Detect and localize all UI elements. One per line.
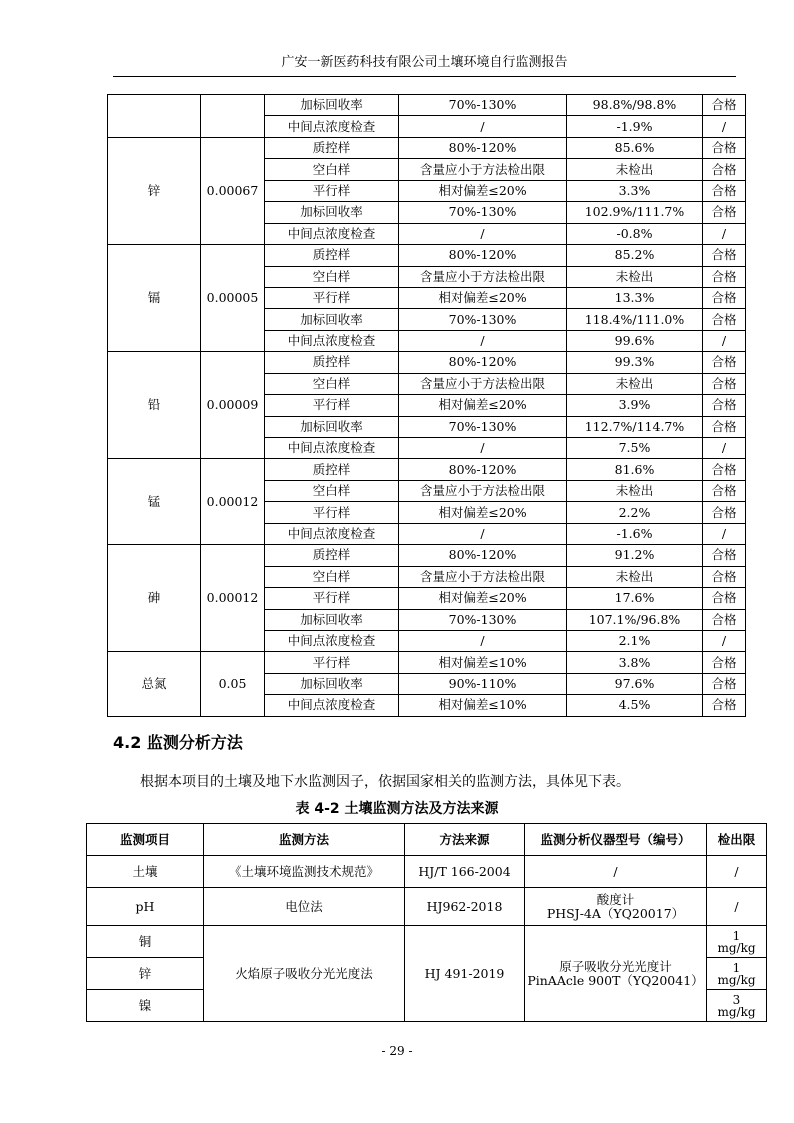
qc-criterion: 70%-130%	[399, 202, 567, 223]
qc-result: 112.7%/114.7%	[567, 416, 703, 437]
qc-type: 加标回收率	[265, 202, 399, 223]
qc-result: 7.5%	[567, 438, 703, 459]
qc-type: 质控样	[265, 137, 399, 158]
qc-verdict: 合格	[703, 266, 746, 287]
table-row	[108, 245, 746, 266]
qc-criterion: 含量应小于方法检出限	[399, 566, 567, 587]
qc-type: 平行样	[265, 287, 399, 308]
qc-result: 未检出	[567, 266, 703, 287]
qc-verdict: 合格	[703, 352, 746, 373]
qc-verdict: 合格	[703, 588, 746, 609]
metals-method: 火焰原子吸收分光光度法	[204, 926, 405, 1022]
ph-item: pH	[87, 888, 204, 926]
qc-verdict: 合格	[703, 652, 746, 673]
qc-type: 质控样	[265, 352, 399, 373]
soil-instrument: /	[525, 856, 707, 888]
qc-type: 中间点浓度检查	[265, 523, 399, 544]
qc-criterion: 相对偏差≤20%	[399, 287, 567, 308]
qc-criterion: 80%-120%	[399, 245, 567, 266]
qc-criterion: 80%-120%	[399, 137, 567, 158]
ph-instrument-model: PHSJ-4A（YQ20017）	[546, 905, 685, 921]
header-limit: 检出限	[707, 824, 767, 856]
qc-verdict: 合格	[703, 416, 746, 437]
qc-verdict: 合格	[703, 609, 746, 630]
ph-source: HJ962-2018	[405, 888, 525, 926]
limit-cell: 0.00005	[201, 245, 265, 352]
qc-type: 中间点浓度检查	[265, 438, 399, 459]
element-cell: 锌	[108, 137, 201, 244]
metals-instrument	[525, 926, 707, 1022]
qc-verdict: 合格	[703, 137, 746, 158]
element-cell: 总氮	[108, 652, 201, 716]
qc-type: 中间点浓度检查	[265, 330, 399, 351]
qc-type: 平行样	[265, 502, 399, 523]
qc-criterion: /	[399, 223, 567, 244]
qc-criterion: 90%-110%	[399, 673, 567, 694]
metals-source: HJ 491-2019	[405, 926, 525, 1022]
qc-criterion: /	[399, 438, 567, 459]
qc-result: 85.6%	[567, 137, 703, 158]
qc-result: 未检出	[567, 566, 703, 587]
qc-criterion: 70%-130%	[399, 609, 567, 630]
qc-criterion: 含量应小于方法检出限	[399, 159, 567, 180]
qc-criterion: /	[399, 330, 567, 351]
table-row	[108, 137, 746, 158]
limit-cell: 0.00012	[201, 545, 265, 652]
copper-limit-value: 1	[732, 928, 741, 943]
zinc-limit-value: 1	[732, 960, 741, 975]
qc-type: 平行样	[265, 588, 399, 609]
nickel-limit	[707, 990, 767, 1022]
qc-criterion: 相对偏差≤10%	[399, 652, 567, 673]
soil-method: 《土壤环境监测技术规范》	[204, 856, 405, 888]
qc-type: 平行样	[265, 652, 399, 673]
qc-verdict: 合格	[703, 373, 746, 394]
quality-control-table	[107, 94, 746, 717]
metals-instrument-model: PinAAcle 900T（YQ20041）	[527, 972, 704, 988]
element-cell: 镉	[108, 245, 201, 352]
element-cell: 砷	[108, 545, 201, 652]
qc-result: 13.3%	[567, 287, 703, 308]
header-method: 监测方法	[204, 824, 405, 856]
qc-result: 2.1%	[567, 630, 703, 651]
table-row	[108, 95, 746, 116]
metals-instrument-name: 原子吸收分光光度计	[559, 958, 672, 974]
qc-result: 102.9%/111.7%	[567, 202, 703, 223]
qc-result: 3.8%	[567, 652, 703, 673]
qc-verdict: /	[703, 438, 746, 459]
qc-criterion: /	[399, 523, 567, 544]
qc-criterion: 含量应小于方法检出限	[399, 373, 567, 394]
element-cell-continued	[108, 95, 201, 138]
ph-instrument-name: 酸度计	[596, 891, 635, 907]
qc-verdict: /	[703, 330, 746, 351]
copper-limit-unit: mg/kg	[717, 940, 756, 955]
qc-result: 81.6%	[567, 459, 703, 480]
qc-verdict: /	[703, 116, 746, 137]
soil-limit: /	[707, 856, 767, 888]
qc-criterion: 相对偏差≤20%	[399, 180, 567, 201]
element-cell: 铅	[108, 352, 201, 459]
qc-criterion: 80%-120%	[399, 459, 567, 480]
qc-verdict: 合格	[703, 245, 746, 266]
qc-type: 中间点浓度检查	[265, 630, 399, 651]
qc-verdict: 合格	[703, 480, 746, 501]
qc-type: 加标回收率	[265, 95, 399, 116]
qc-result: 107.1%/96.8%	[567, 609, 703, 630]
qc-type: 质控样	[265, 459, 399, 480]
qc-verdict: 合格	[703, 309, 746, 330]
qc-verdict: 合格	[703, 566, 746, 587]
qc-verdict: 合格	[703, 545, 746, 566]
qc-criterion: 相对偏差≤20%	[399, 588, 567, 609]
qc-result: 17.6%	[567, 588, 703, 609]
header-source: 方法来源	[405, 824, 525, 856]
qc-result: 99.3%	[567, 352, 703, 373]
qc-verdict: 合格	[703, 180, 746, 201]
element-cell: 锰	[108, 459, 201, 545]
qc-result: 118.4%/111.0%	[567, 309, 703, 330]
qc-criterion: 含量应小于方法检出限	[399, 266, 567, 287]
page-header: 广安一新医药科技有限公司土壤环境自行监测报告	[113, 52, 736, 77]
copper-item: 铜	[87, 926, 204, 958]
qc-result: 99.6%	[567, 330, 703, 351]
qc-type: 空白样	[265, 373, 399, 394]
qc-verdict: /	[703, 223, 746, 244]
nickel-limit-value: 3	[732, 992, 741, 1007]
table-row	[108, 352, 746, 373]
qc-verdict: 合格	[703, 95, 746, 116]
nickel-limit-unit: mg/kg	[717, 1004, 756, 1019]
qc-result: -1.6%	[567, 523, 703, 544]
zinc-item: 锌	[87, 958, 204, 990]
qc-type: 空白样	[265, 480, 399, 501]
qc-type: 质控样	[265, 245, 399, 266]
qc-criterion: 70%-130%	[399, 309, 567, 330]
ph-method: 电位法	[204, 888, 405, 926]
qc-result: 3.9%	[567, 395, 703, 416]
qc-type: 中间点浓度检查	[265, 116, 399, 137]
qc-result: 未检出	[567, 159, 703, 180]
qc-criterion: /	[399, 116, 567, 137]
qc-result: 未检出	[567, 373, 703, 394]
ph-instrument	[525, 888, 707, 926]
qc-verdict: 合格	[703, 673, 746, 694]
qc-criterion: 80%-120%	[399, 352, 567, 373]
soil-source: HJ/T 166-2004	[405, 856, 525, 888]
table-row	[108, 459, 746, 480]
qc-type: 中间点浓度检查	[265, 695, 399, 716]
qc-type: 加标回收率	[265, 416, 399, 437]
table-row	[108, 545, 746, 566]
section-heading: 4.2 监测分析方法	[113, 733, 243, 752]
qc-result: 3.3%	[567, 180, 703, 201]
monitoring-method-table	[86, 823, 767, 1022]
qc-result: -1.9%	[567, 116, 703, 137]
qc-type: 中间点浓度检查	[265, 223, 399, 244]
qc-verdict: 合格	[703, 287, 746, 308]
qc-verdict: 合格	[703, 695, 746, 716]
qc-result: 97.6%	[567, 673, 703, 694]
qc-verdict: 合格	[703, 502, 746, 523]
qc-verdict: 合格	[703, 395, 746, 416]
qc-criterion: 相对偏差≤20%	[399, 502, 567, 523]
qc-verdict: 合格	[703, 159, 746, 180]
section-paragraph: 根据本项目的土壤及地下水监测因子，依据国家相关的监测方法，具体见下表。	[140, 774, 630, 790]
copper-limit	[707, 926, 767, 958]
qc-type: 质控样	[265, 545, 399, 566]
qc-type: 平行样	[265, 395, 399, 416]
qc-result: -0.8%	[567, 223, 703, 244]
limit-cell: 0.00012	[201, 459, 265, 545]
header-instrument: 监测分析仪器型号（编号）	[525, 824, 707, 856]
ph-limit: /	[707, 888, 767, 926]
header-item: 监测项目	[87, 824, 204, 856]
nickel-item: 镍	[87, 990, 204, 1022]
qc-criterion: 含量应小于方法检出限	[399, 480, 567, 501]
qc-criterion: 70%-130%	[399, 95, 567, 116]
qc-type: 空白样	[265, 159, 399, 180]
table-row	[108, 652, 746, 673]
qc-criterion: 相对偏差≤10%	[399, 695, 567, 716]
limit-cell: 0.00067	[201, 137, 265, 244]
zinc-limit-unit: mg/kg	[717, 972, 756, 987]
qc-result: 未检出	[567, 480, 703, 501]
qc-verdict: 合格	[703, 202, 746, 223]
soil-item: 土壤	[87, 856, 204, 888]
qc-criterion: /	[399, 630, 567, 651]
qc-type: 加标回收率	[265, 673, 399, 694]
qc-type: 平行样	[265, 180, 399, 201]
qc-criterion: 相对偏差≤20%	[399, 395, 567, 416]
limit-cell: 0.00009	[201, 352, 265, 459]
qc-result: 91.2%	[567, 545, 703, 566]
table-caption: 表 4-2 土壤监测方法及方法来源	[295, 801, 499, 817]
qc-verdict: /	[703, 630, 746, 651]
qc-verdict: 合格	[703, 459, 746, 480]
limit-cell-continued	[201, 95, 265, 138]
qc-type: 加标回收率	[265, 609, 399, 630]
qc-result: 2.2%	[567, 502, 703, 523]
page-number: - 29 -	[381, 1044, 413, 1058]
qc-result: 98.8%/98.8%	[567, 95, 703, 116]
qc-result: 85.2%	[567, 245, 703, 266]
qc-type: 加标回收率	[265, 309, 399, 330]
qc-criterion: 80%-120%	[399, 545, 567, 566]
qc-criterion: 70%-130%	[399, 416, 567, 437]
qc-type: 空白样	[265, 266, 399, 287]
qc-verdict: /	[703, 523, 746, 544]
limit-cell: 0.05	[201, 652, 265, 716]
qc-result: 4.5%	[567, 695, 703, 716]
qc-type: 空白样	[265, 566, 399, 587]
zinc-limit	[707, 958, 767, 990]
